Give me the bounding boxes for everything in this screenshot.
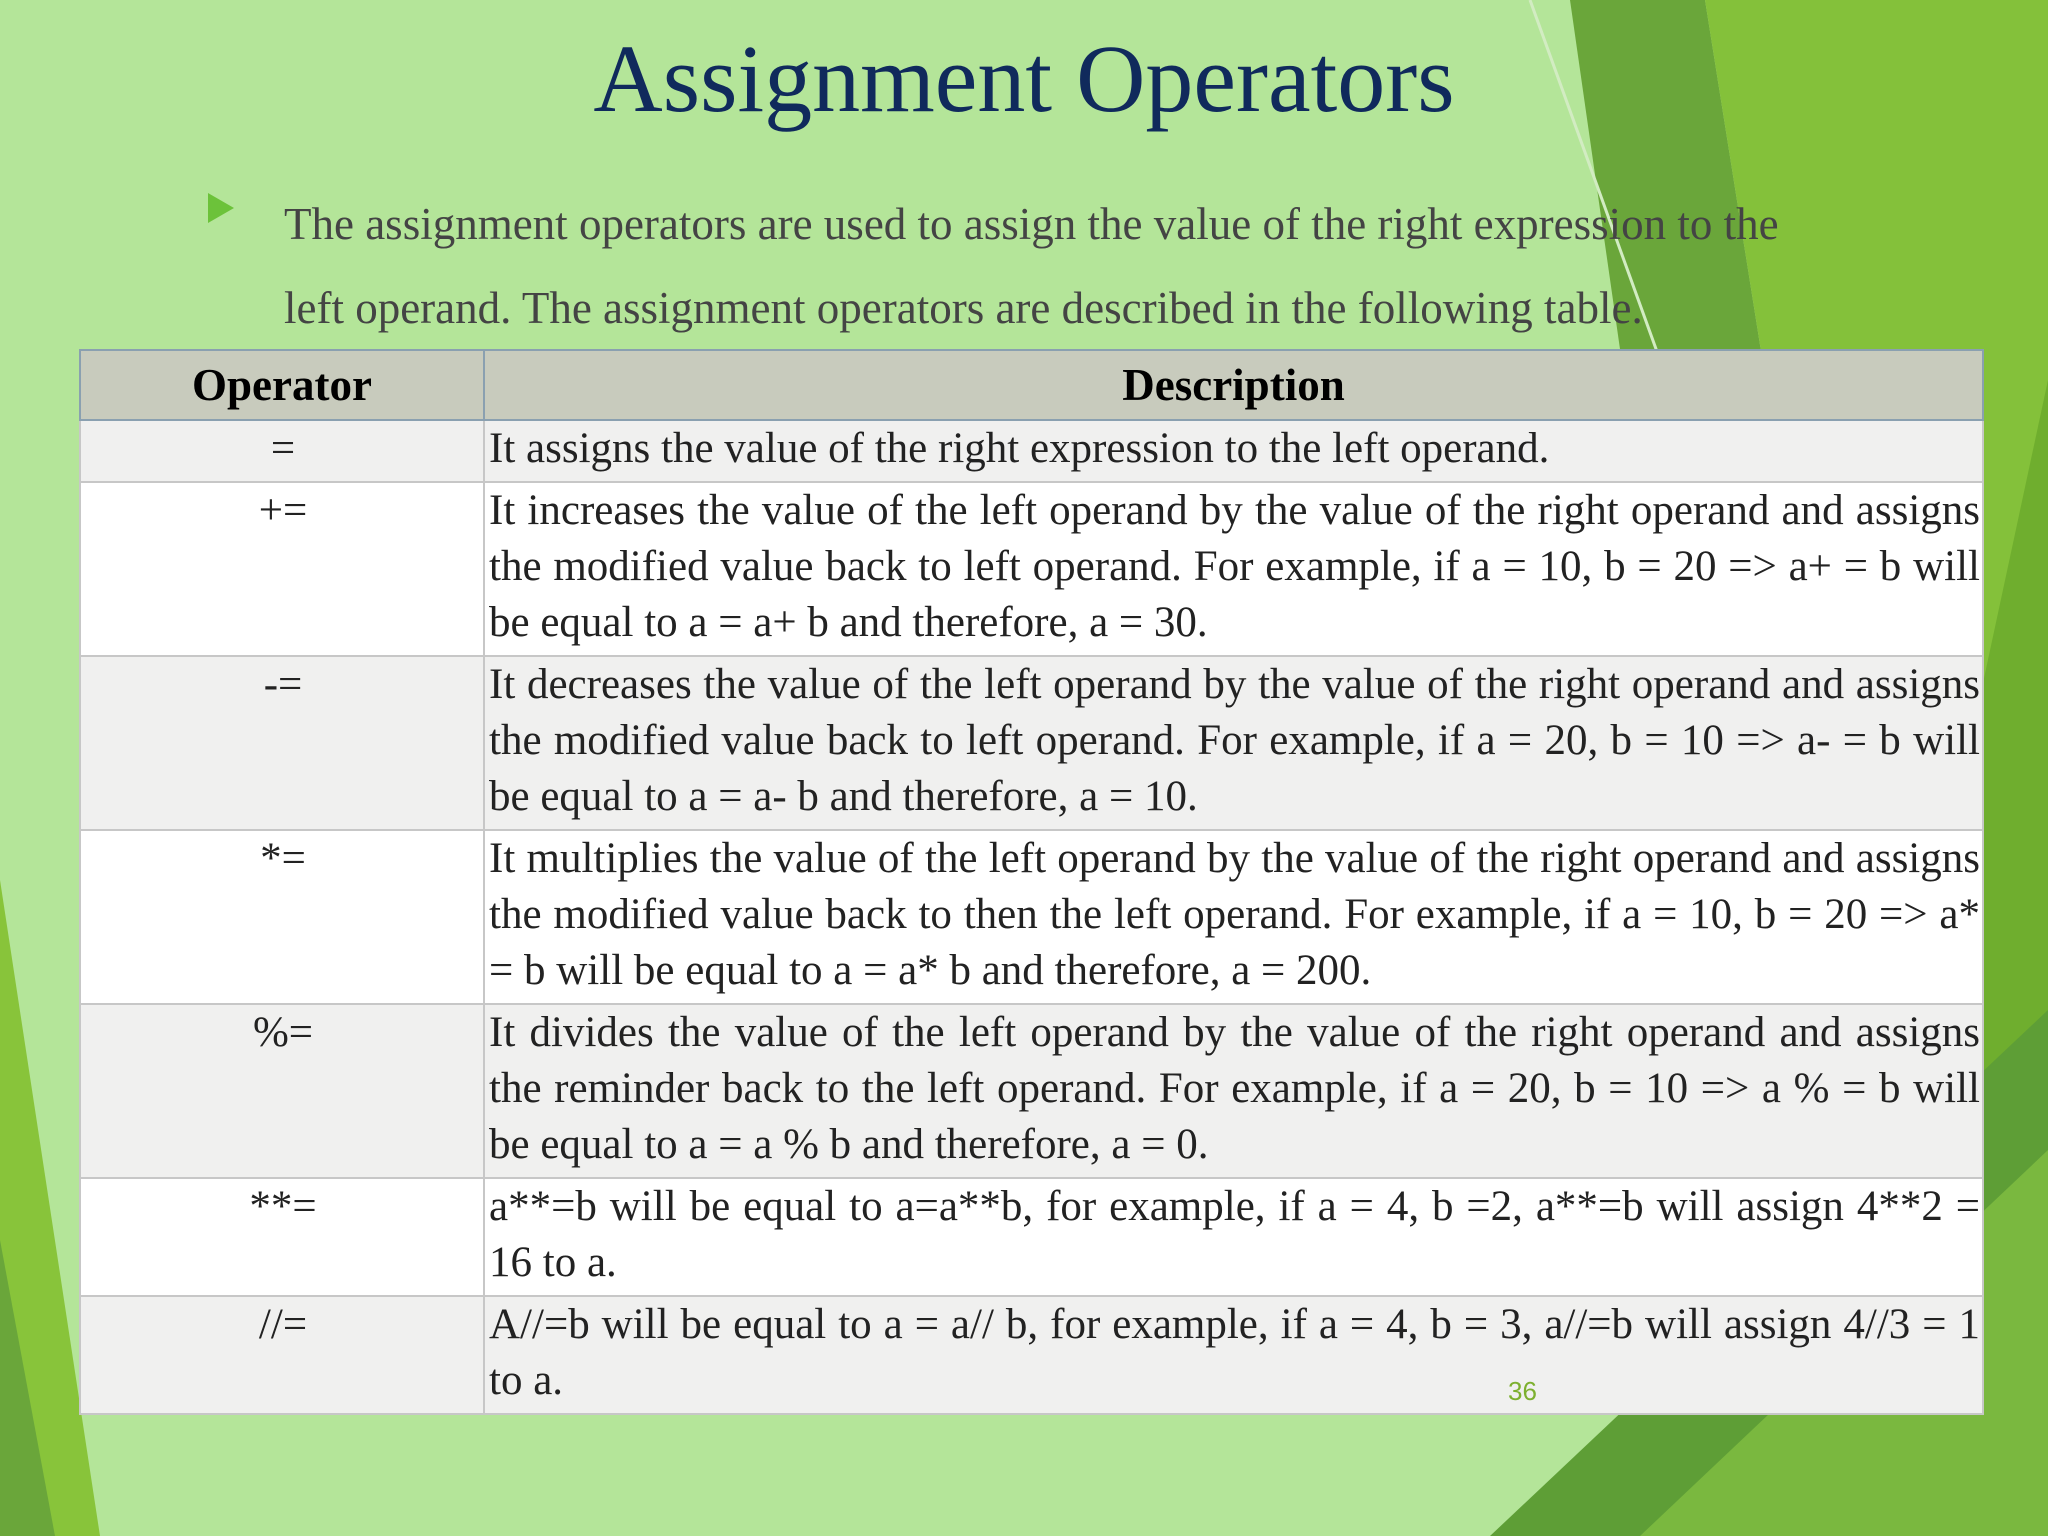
description-cell: It divides the value of the left operand by the value of the right operand and assigns the reminder back to the left operand. For example, if a = 20, b = 10 => a % = b will be equal to a = a % b and therefore, a = 0. (484, 1004, 1983, 1178)
table-row (80, 420, 1983, 482)
description-cell: It multiplies the value of the left operand by the value of the right operand and assigns the modified value back to then the left operand. For example, if a = 10, b = 20 => a* = b will be equal to a = a* b and therefore, a = 200. (484, 830, 1983, 1004)
table-row (80, 482, 1983, 656)
table-row (80, 1004, 1983, 1178)
operator-cell: //= (80, 1296, 484, 1414)
description-cell: It assigns the value of the right expression to the left operand. (484, 420, 1983, 482)
table-row (80, 656, 1983, 830)
intro-text: The assignment operators are used to assign the value of the right expression to the left operand. The assignment operators are described in the following table. (284, 199, 1779, 333)
operator-cell: *= (80, 830, 484, 1004)
operator-cell: %= (80, 1004, 484, 1178)
operator-cell: -= (80, 656, 484, 830)
slide-title: Assignment Operators (593, 25, 1455, 132)
description-cell: It decreases the value of the left operand by the value of the right operand and assigns the modified value back to left operand. For example, if a = 20, b = 10 => a- = b will be equal to a = a- b and therefore, a = 10. (484, 656, 1983, 830)
header-description: Description (484, 350, 1983, 420)
header-operator: Operator (80, 350, 484, 420)
bullet-arrow-icon (208, 193, 234, 223)
table-row (80, 1178, 1983, 1296)
table-header-row (80, 350, 1983, 420)
page-number: 36 (1508, 1376, 1537, 1406)
description-cell: a**=b will be equal to a=a**b, for example, if a = 4, b =2, a**=b will assign 4**2 = 16 to a. (484, 1178, 1983, 1296)
description-cell: A//=b will be equal to a = a// b, for example, if a = 4, b = 3, a//=b will assign 4//3 = 1 to a. (484, 1296, 1983, 1414)
table-row (80, 830, 1983, 1004)
table-row (80, 1296, 1983, 1414)
operator-cell: += (80, 482, 484, 656)
description-cell: It increases the value of the left operand by the value of the right operand and assigns the modified value back to left operand. For example, if a = 10, b = 20 => a+ = b will be equal to a = a+ b and therefore, a = 30. (484, 482, 1983, 656)
operator-cell: = (80, 420, 484, 482)
operators-table (79, 349, 1984, 1415)
operator-cell: **= (80, 1178, 484, 1296)
